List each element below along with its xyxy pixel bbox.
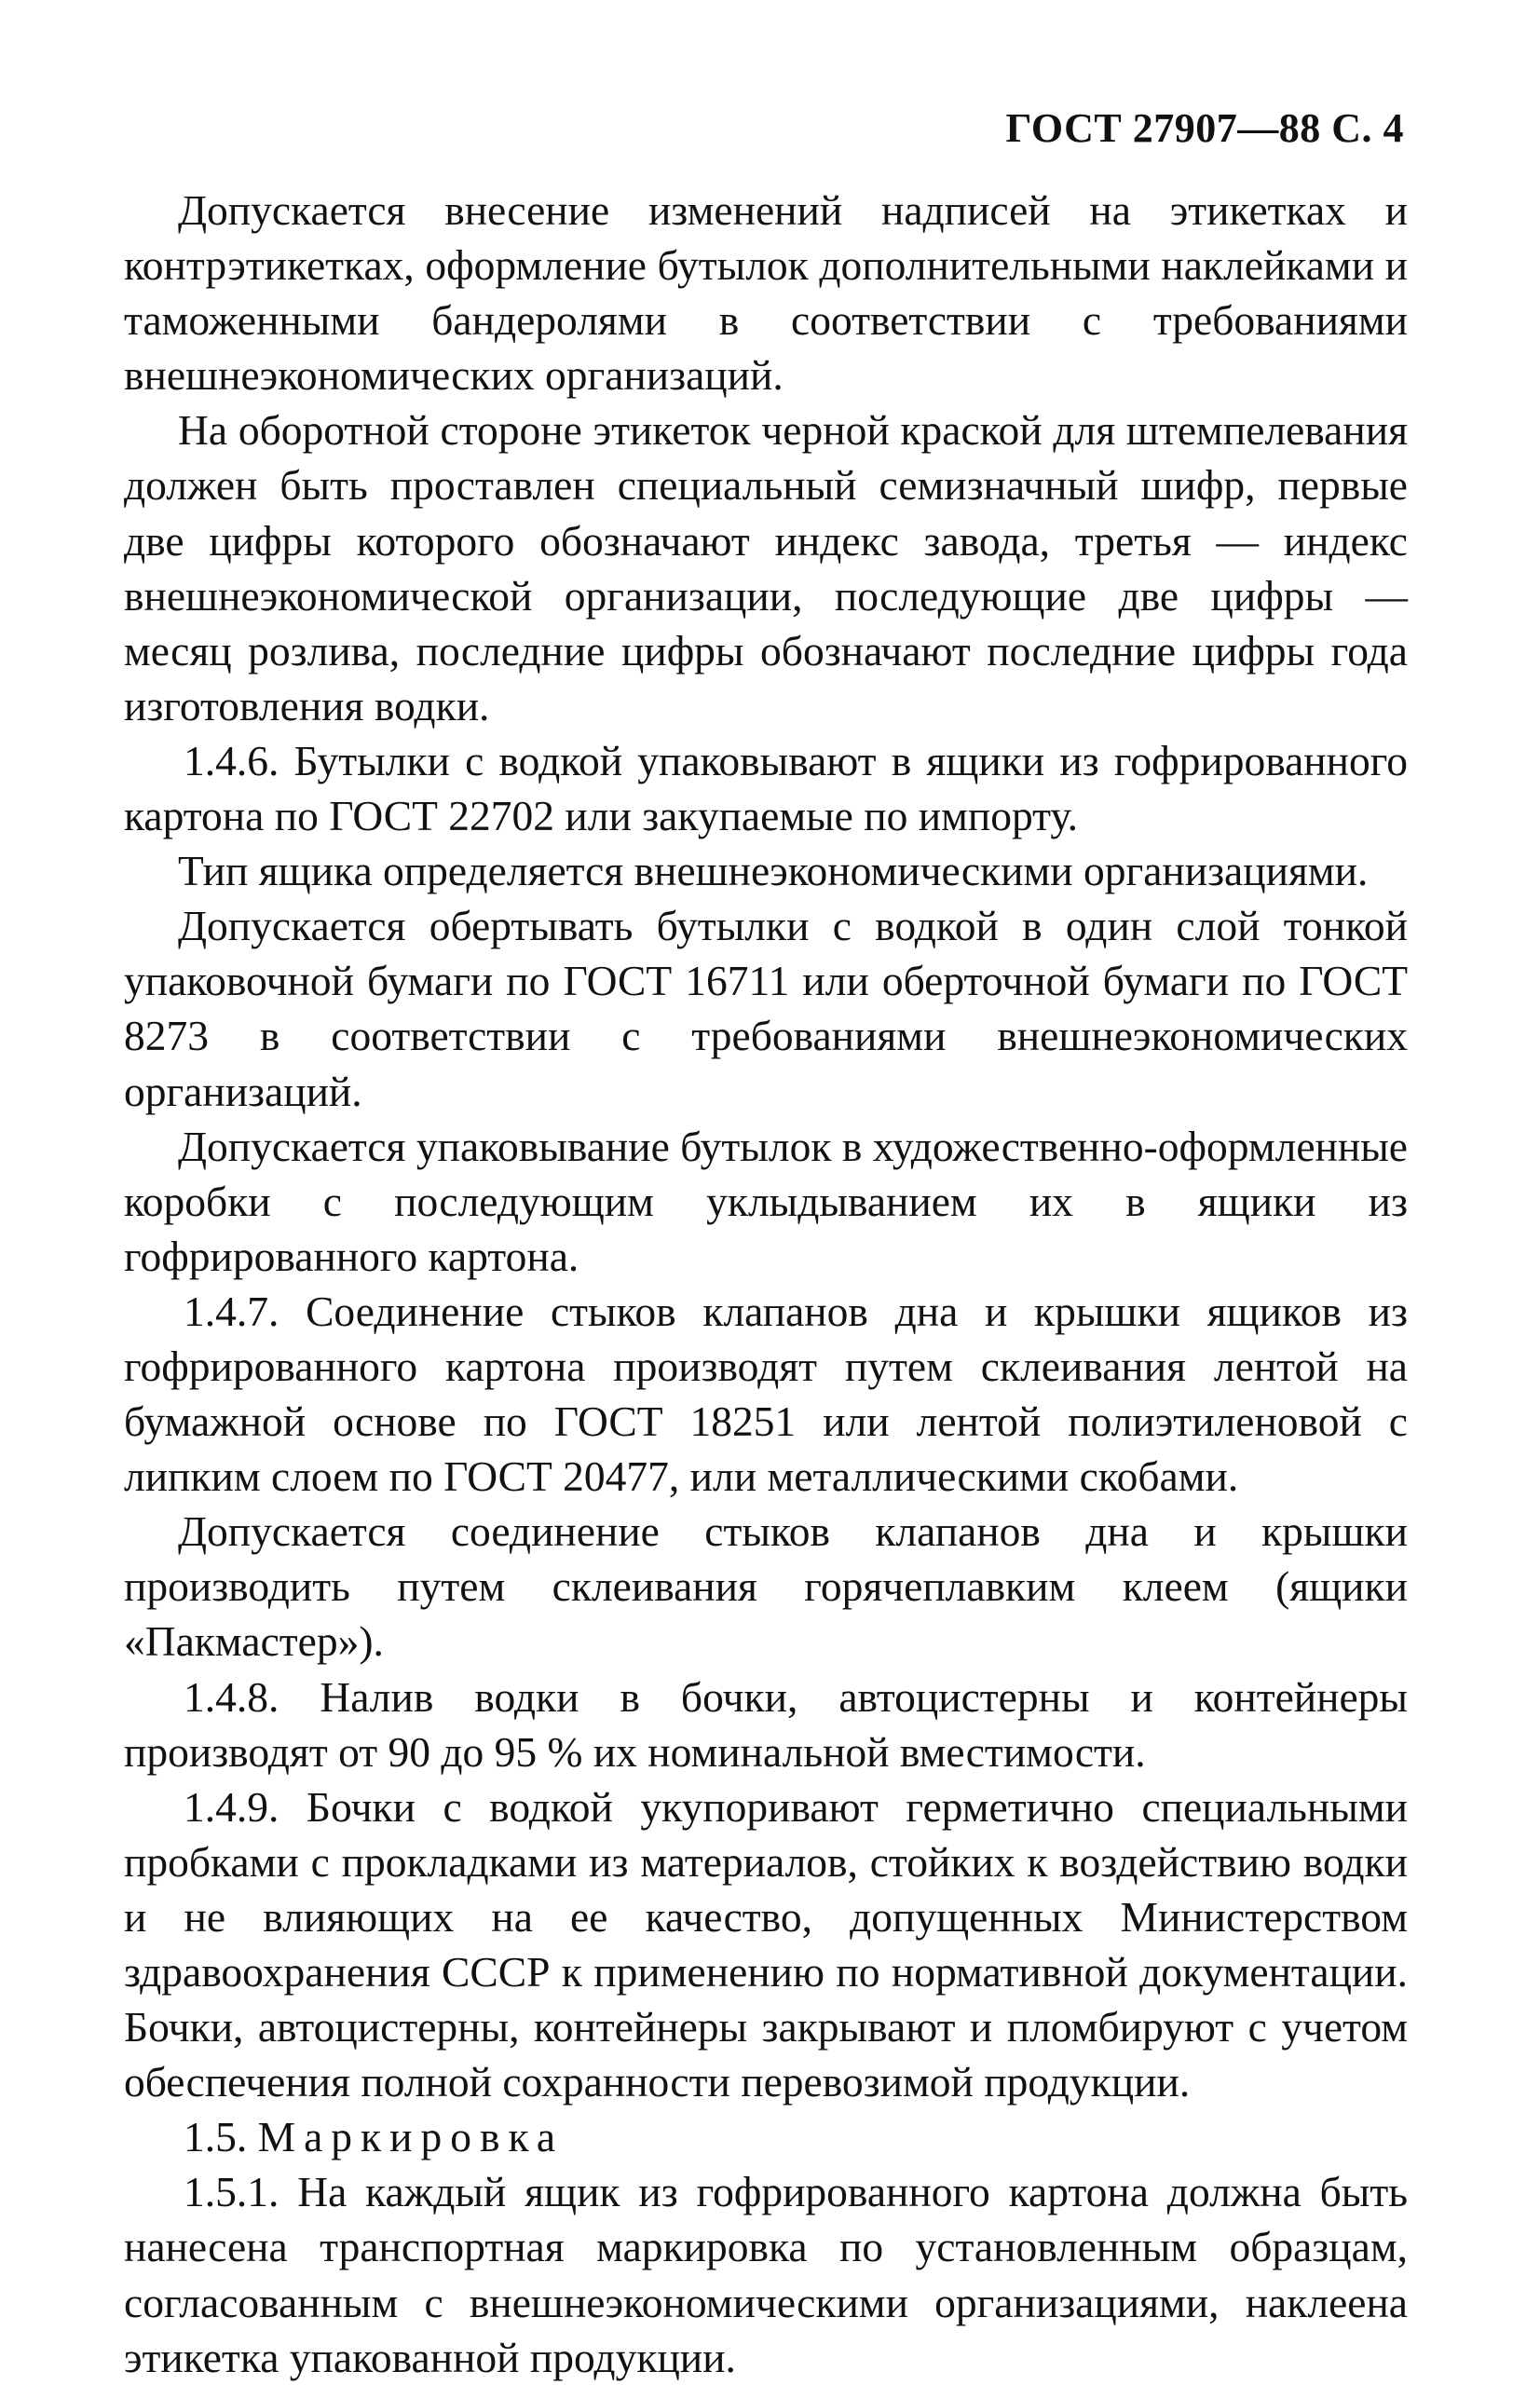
clause-1-4-8: 1.4.8. Налив водки в бочки, автоцистерны и контейнеры производят от 90 до 95 % их номинальной вместимости.: [124, 1672, 1408, 1776]
paragraph: На оборотной стороне этикеток черной краской для штемпелевания должен быть проставлен специальный семизначный шифр, первые две цифры которого обозначают индекс завода, третья — индекс внешнеэкономической организации, последующие две цифры — месяц розлива, последние цифры обозначают последние цифры года изготовления водки.: [124, 406, 1408, 729]
clause-1-4-7: 1.4.7. Соединение стыков клапанов дна и крышки ящиков из гофрированного картона производят путем склеивания лентой на бумажной основе по ГОСТ 18251 или лентой полиэтиленовой с липким слоем по ГОСТ 20477, или металлическими скобами.: [124, 1287, 1408, 1501]
document-body: [124, 183, 1408, 2385]
paragraph: Допускается упаковывание бутылок в художественно-оформленные коробки с последующим уклыдыванием их в ящики из гофрированного картона.: [124, 1122, 1408, 1280]
section-heading: [124, 2109, 1408, 2164]
section-title: Маркировка: [257, 2113, 565, 2161]
clause-1-4-9: 1.4.9. Бочки с водкой укупоривают герметично специальными пробками с прокладками из материалов, стойких к воздействию водки и не влияющих на ее качество, допущенных Министерством здравоохранения СССР к применению по нормативной документации. Бочки, автоцистерны, контейнеры закрывают и пломбируют с учетом обеспечения полной сохранности перевозимой продукции.: [124, 1782, 1408, 2106]
paragraph: Тип ящика определяется внешнеэкономическими организациями.: [178, 847, 1369, 895]
paragraph: Допускается соединение стыков клапанов дна и крышки производить путем склеивания горячеплавким клеем (ящики «Пакмастер»).: [124, 1507, 1408, 1666]
clause-1-5-1: 1.5.1. На каждый ящик из гофрированного картона должна быть нанесена транспортная маркировка по установленным образцам, согласованным с внешнеэкономическими организациями, наклеена этикетка упакованной продукции.: [124, 2168, 1408, 2381]
paragraph: Допускается обертывать бутылки с водкой в один слой тонкой упаковочной бумаги по ГОСТ 16711 или оберточной бумаги по ГОСТ 8273 в соответствии с требованиями внешнеэкономических организаций.: [124, 902, 1408, 1115]
section-number: 1.5.: [184, 2113, 248, 2161]
clause-1-4-6: 1.4.6. Бутылки с водкой упаковывают в ящики из гофрированного картона по ГОСТ 22702 или закупаемые по импорту.: [124, 736, 1408, 840]
page-header: ГОСТ 27907—88 С. 4: [1005, 105, 1404, 151]
paragraph: Допускается внесение изменений надписей на этикетках и контрэтикетках, оформление бутылок дополнительными наклейками и таможенными бандеролями в соответствии с требованиями внешнеэкономических организаций.: [124, 186, 1408, 400]
